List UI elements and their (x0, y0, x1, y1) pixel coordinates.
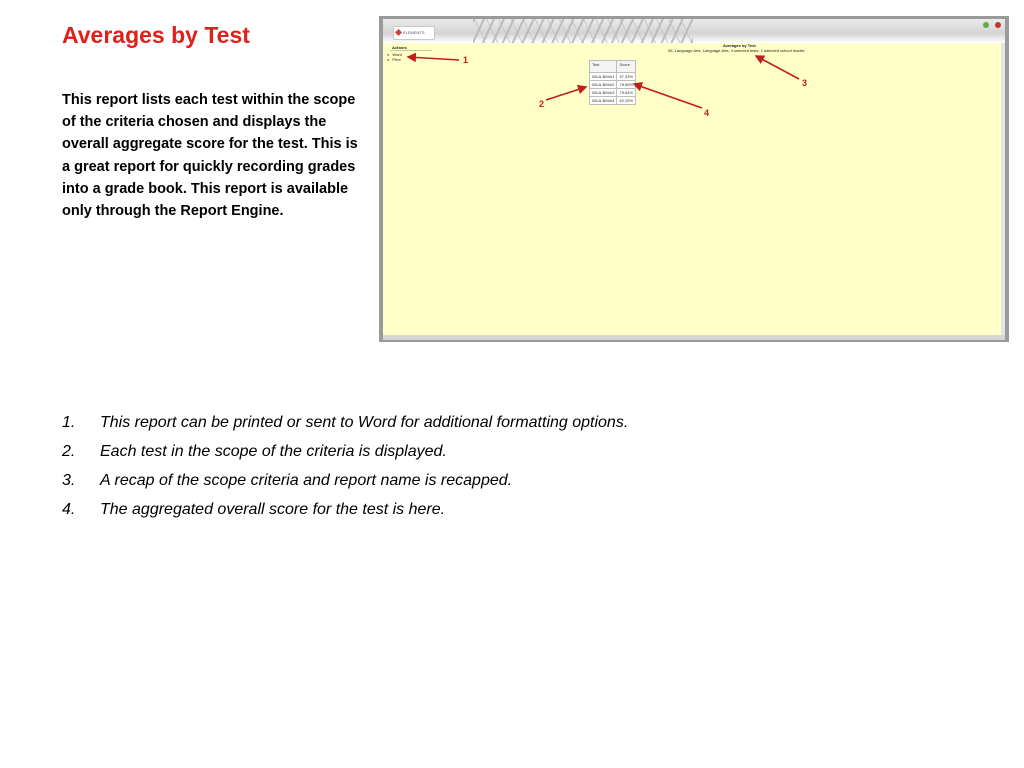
action-print[interactable] (387, 57, 401, 62)
col-header-score: Score (617, 61, 636, 73)
list-item-text: A recap of the scope criteria and report name is recapped. (100, 472, 513, 489)
report-body (383, 43, 1003, 335)
callout-label-1: 1 (463, 55, 469, 65)
table-header-row (590, 61, 636, 73)
callout-label-4: 4 (704, 108, 710, 118)
row-score: 62.25% (617, 97, 636, 105)
close-icon[interactable] (995, 22, 1001, 28)
list-item-text: The aggregated overall score for the test is here. (100, 501, 446, 518)
elements-logo (393, 26, 435, 40)
row-test[interactable]: 05LA-BM4r2 (590, 81, 617, 89)
row-score: 57.33% (617, 73, 636, 81)
table-row (590, 81, 636, 89)
report-subtitle: 05, Language Arts, Language Arts, 4 selected tests, 1 selected school results (668, 48, 805, 53)
list-item (62, 443, 962, 472)
table-row (590, 73, 636, 81)
logo-text: ELEMENTS (403, 30, 425, 35)
row-test[interactable]: 05LA-BM4r4 (590, 97, 617, 105)
list-item-number: 2. (62, 443, 76, 460)
slide-title: Averages by Test (62, 22, 250, 48)
list-item-text: This report can be printed or sent to Word for additional formatting options. (100, 414, 629, 431)
numbered-list (62, 414, 962, 530)
status-strip (383, 335, 1005, 340)
list-item (62, 414, 962, 443)
minimize-icon[interactable] (983, 22, 989, 28)
list-item-number: 3. (62, 472, 76, 489)
scores-table (589, 60, 636, 105)
row-score: 78.96% (617, 81, 636, 89)
table-row (590, 97, 636, 105)
row-score: 75.64% (617, 89, 636, 97)
callout-label-3: 3 (802, 78, 808, 88)
header-banner-graphic (473, 19, 693, 43)
table-row (590, 89, 636, 97)
list-item-number: 1. (62, 414, 76, 431)
list-item-text: Each test in the scope of the criteria is displayed. (100, 443, 447, 460)
report-description: This report lists each test within the scope of the criteria chosen and displays the overall aggregate score for the test. This is a great report for quickly recording grades into a grade book. This report is available only through the Report Engine. (62, 92, 358, 220)
row-test[interactable]: 05LA-BM4r1 (590, 73, 617, 81)
col-header-test: Test (590, 61, 617, 73)
action-print-label: Print (392, 57, 401, 62)
callout-label-2: 2 (539, 99, 545, 109)
row-test[interactable]: 05LA-BM4r3 (590, 89, 617, 97)
logo-mark-icon (395, 29, 402, 36)
actions-title: Actions (392, 45, 407, 50)
list-item (62, 472, 962, 501)
bullet-icon: ● (387, 52, 390, 57)
report-title: Averages by Test (723, 43, 756, 48)
list-item-number: 4. (62, 501, 76, 518)
list-item (62, 501, 962, 530)
scrollbar[interactable] (1001, 43, 1005, 335)
action-word-label: Word (392, 52, 402, 57)
app-header (383, 19, 1005, 43)
actions-divider (390, 50, 432, 51)
report-screenshot (379, 16, 1009, 342)
bullet-icon: ● (387, 57, 390, 62)
